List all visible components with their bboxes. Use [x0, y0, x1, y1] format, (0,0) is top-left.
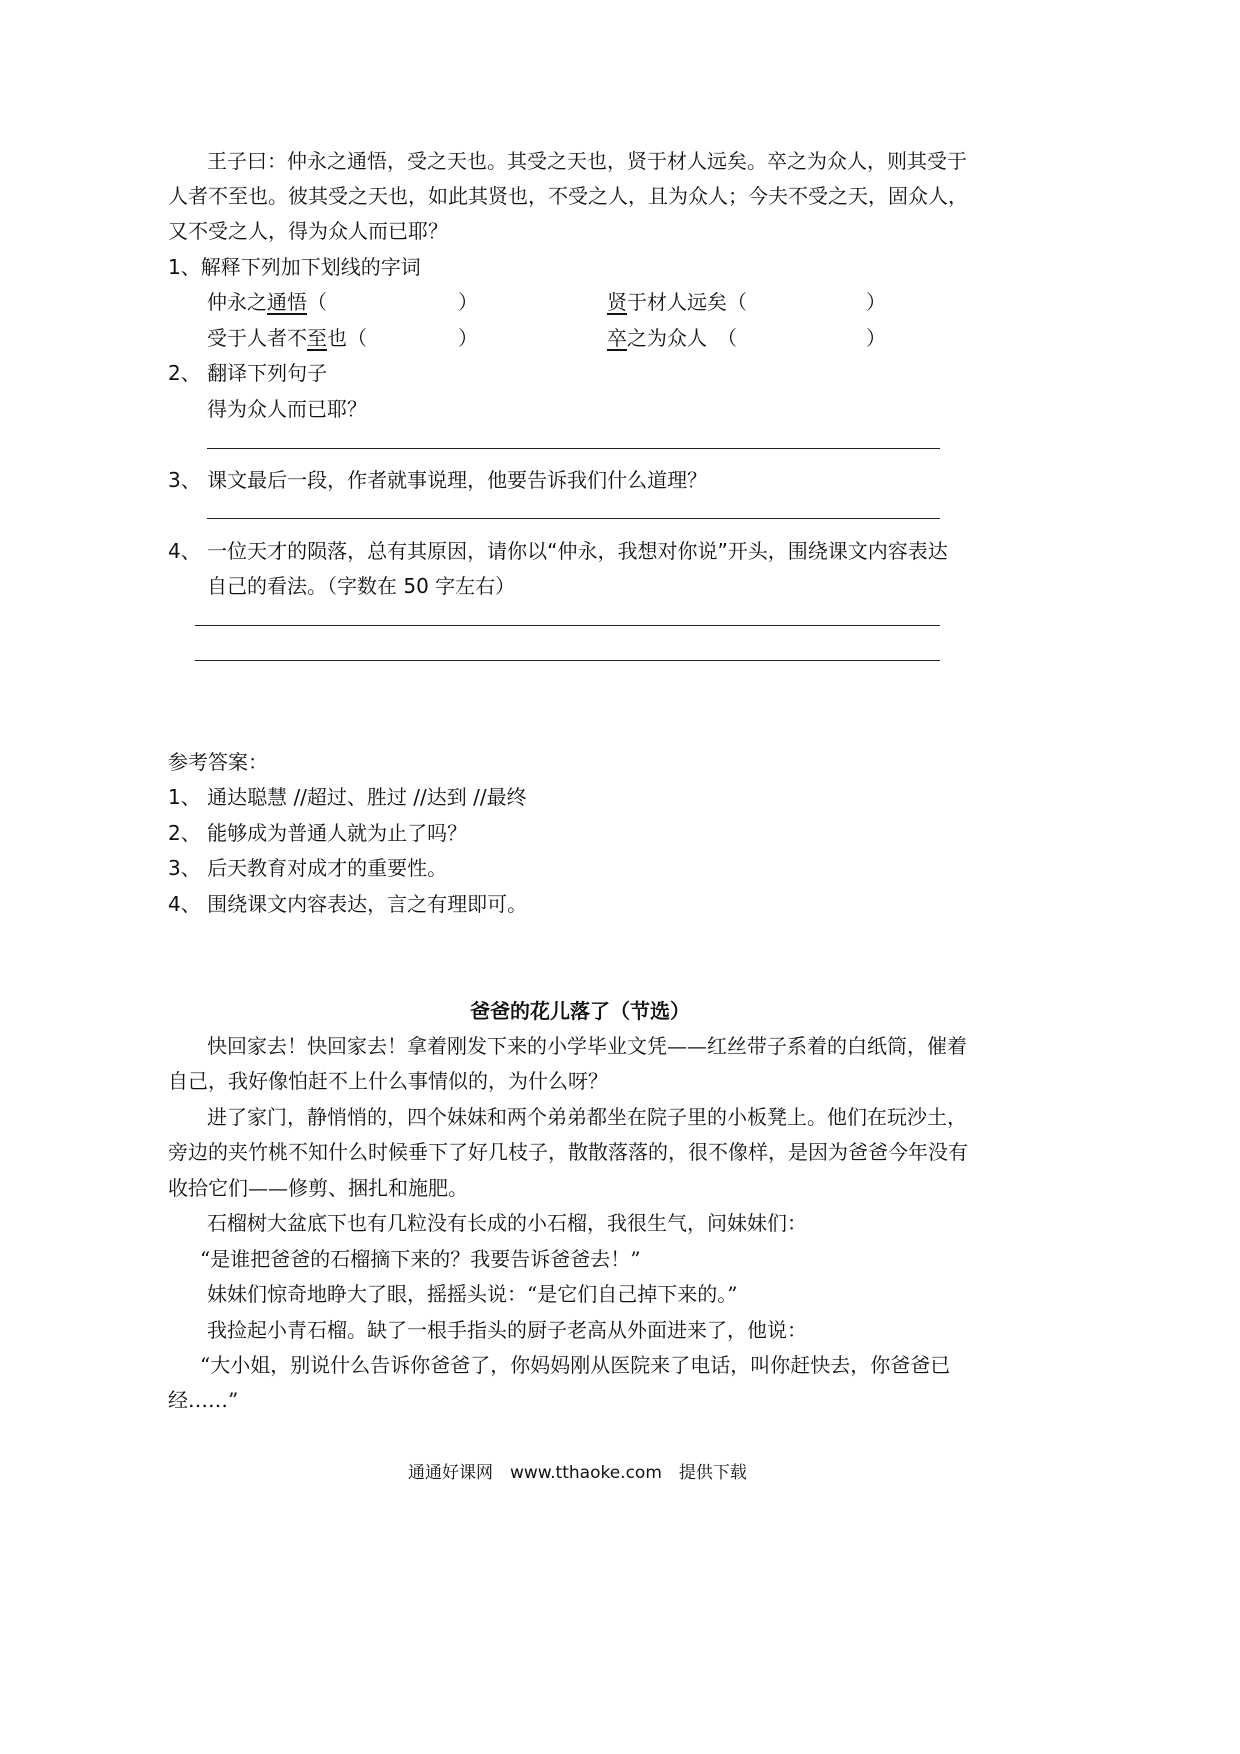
underlined-word: 通悟: [267, 290, 307, 314]
question-1-item-3: [207, 322, 367, 351]
story-p1-line-2: 自己，我好像怕赶不上什么事情似的，为什么呀？: [168, 1069, 608, 1093]
answer-line-q2: [207, 448, 940, 449]
question-1-item-4: [607, 322, 737, 351]
story-p7-line-2: 经……”: [168, 1388, 239, 1412]
answer-line-q3: [207, 518, 940, 519]
underlined-word: 贤: [607, 290, 627, 314]
question-1-item-4-close: ）: [866, 326, 886, 350]
question-4-line-2: 自己的看法。（字数在 50 字左右）: [207, 574, 516, 598]
underlined-word: 至: [307, 326, 327, 350]
answer-4: 4、 围绕课文内容表达，言之有理即可。: [168, 892, 528, 916]
item-pre: 仲永之: [207, 290, 267, 314]
story-p2-line-3: 收拾它们——修剪、捆扎和施肥。: [168, 1176, 468, 1200]
answer-line-q4-1: [195, 625, 940, 626]
item-pre: 受于人者不: [207, 326, 307, 350]
passage-line-2: 人者不至也。彼其受之天也，如此其贤也，不受之人，且为众人；今夫不受之天，固众人，: [168, 184, 968, 208]
question-1-prompt: 1、解释下列加下划线的字词: [168, 255, 421, 279]
question-1-item-3-close: ）: [458, 326, 478, 350]
story-p6: 我捡起小青石榴。缺了一根手指头的厨子老高从外面进来了，他说：: [207, 1318, 807, 1342]
question-1-item-1: [207, 286, 327, 315]
question-1-item-1-close: ）: [458, 290, 478, 314]
answer-line-q4-2: [195, 660, 940, 661]
answer-1: 1、 通达聪慧 //超过、胜过 //达到 //最终: [168, 785, 527, 809]
item-post: 之为众人 （: [627, 326, 737, 350]
question-1-item-2-close: ）: [866, 290, 886, 314]
question-2-prompt: 2、 翻译下列句子: [168, 361, 328, 385]
question-2-sentence: 得为众人而已耶？: [207, 397, 367, 421]
story-p1-line-1: 快回家去！快回家去！拿着刚发下来的小学毕业文凭——红丝带子系着的白纸筒，催着: [207, 1034, 967, 1058]
underlined-word: 卒: [607, 326, 627, 350]
question-4-line-1: 4、 一位天才的陨落，总有其原因，请你以“仲永，我想对你说”开头，围绕课文内容表达: [168, 539, 948, 563]
question-1-item-2: [607, 286, 747, 315]
item-post: 于材人远矣（: [627, 290, 747, 314]
story-p7-line-1: “大小姐，别说什么告诉你爸爸了，你妈妈刚从医院来了电话，叫你赶快去，你爸爸已: [200, 1353, 951, 1377]
story-p3: 石榴树大盆底下也有几粒没有长成的小石榴，我很生气，问妹妹们：: [207, 1211, 807, 1235]
passage-line-3: 又不受之人，得为众人而已耶？: [168, 219, 448, 243]
story-p2-line-1: 进了家门，静悄悄的，四个妹妹和两个弟弟都坐在院子里的小板凳上。他们在玩沙土，: [207, 1105, 967, 1129]
story-p4: “是谁把爸爸的石榴摘下来的？我要告诉爸爸去！”: [200, 1247, 641, 1271]
answers-heading: 参考答案：: [168, 750, 268, 774]
story-p5: 妹妹们惊奇地睁大了眼，摇摇头说：“是它们自己掉下来的。”: [207, 1282, 738, 1306]
passage-line-1: 王子曰：仲永之通悟，受之天也。其受之天也，贤于材人远矣。卒之为众人，则其受于: [207, 149, 967, 173]
item-post: 也（: [327, 326, 367, 350]
item-post: （: [307, 290, 327, 314]
answer-2: 2、 能够成为普通人就为止了吗？: [168, 821, 468, 845]
answer-3: 3、 后天教育对成才的重要性。: [168, 856, 448, 880]
story-title: 爸爸的花儿落了（节选）: [470, 999, 690, 1023]
footer-text: 通通好课网 www.tthaoke.com 提供下载: [408, 1463, 747, 1483]
question-3-prompt: 3、 课文最后一段，作者就事说理，他要告诉我们什么道理？: [168, 468, 708, 492]
story-p2-line-2: 旁边的夹竹桃不知什么时候垂下了好几枝子，散散落落的，很不像样，是因为爸爸今年没有: [168, 1140, 968, 1164]
